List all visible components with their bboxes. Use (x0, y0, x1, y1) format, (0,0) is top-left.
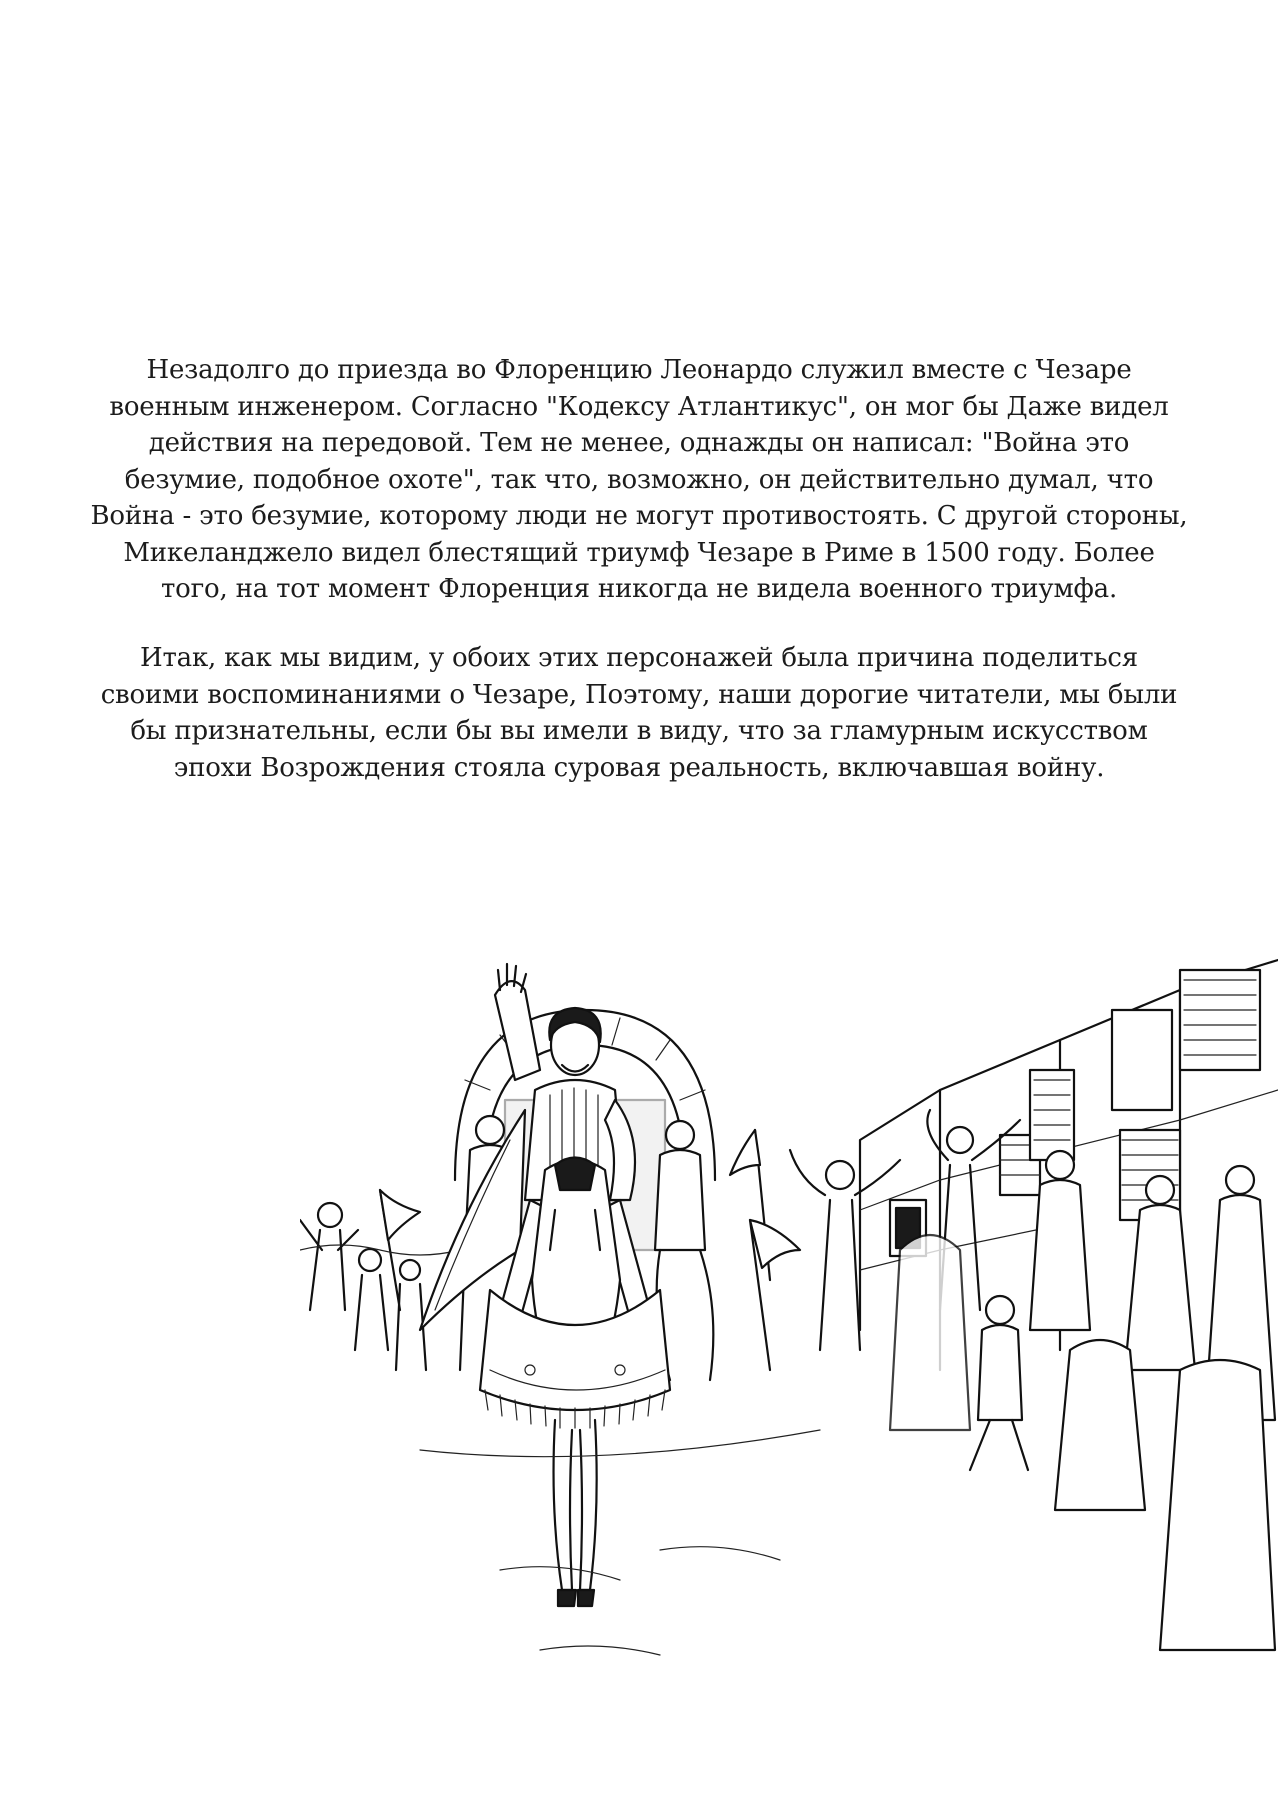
paragraph-2-line: Итак, как мы видим, у обоих этих персонажей была причина поделиться (140, 643, 1138, 673)
paragraph-2 (60, 640, 1218, 786)
paragraph-2-line: своими воспоминаниями о Чезаре, Поэтому, наши дорогие читатели, мы были (100, 679, 1178, 710)
ground (420, 1430, 820, 1655)
paragraph-1-line: Незадолго до приезда во Флоренцию Леонардо служил вместе с Чезаре (146, 355, 1132, 385)
paragraph-1-line: того, на тот момент Флоренция никогда не видела военного триумфа. (160, 574, 1118, 604)
paragraph-1-line: безумие, подобное охоте", так что, возможно, он действительно думал, что (124, 464, 1154, 495)
paragraph-1-line: Война - это безумие, которому люди не могут противостоять. С другой стороны, (90, 501, 1188, 531)
paragraph-1-line: Микеланджело видел блестящий триумф Чезаре в Риме в 1500 году. Более (123, 537, 1155, 568)
illustration-svg (300, 950, 1278, 1800)
paragraph-1 (60, 352, 1218, 608)
triumph-procession-illustration (300, 950, 1278, 1800)
paragraph-1-line: военным инженером. Согласно "Кодексу Атлантикус", он мог бы Даже видел (109, 391, 1169, 422)
paragraph-2-line: бы признательны, если бы вы имели в виду, что за гламурным искусством (130, 716, 1148, 746)
paragraph-2-line: эпохи Возрождения стояла суровая реальность, включавшая войну. (173, 752, 1105, 783)
paragraph-1-line: действия на передовой. Тем не менее, однажды он написал: "Война это (148, 428, 1130, 458)
